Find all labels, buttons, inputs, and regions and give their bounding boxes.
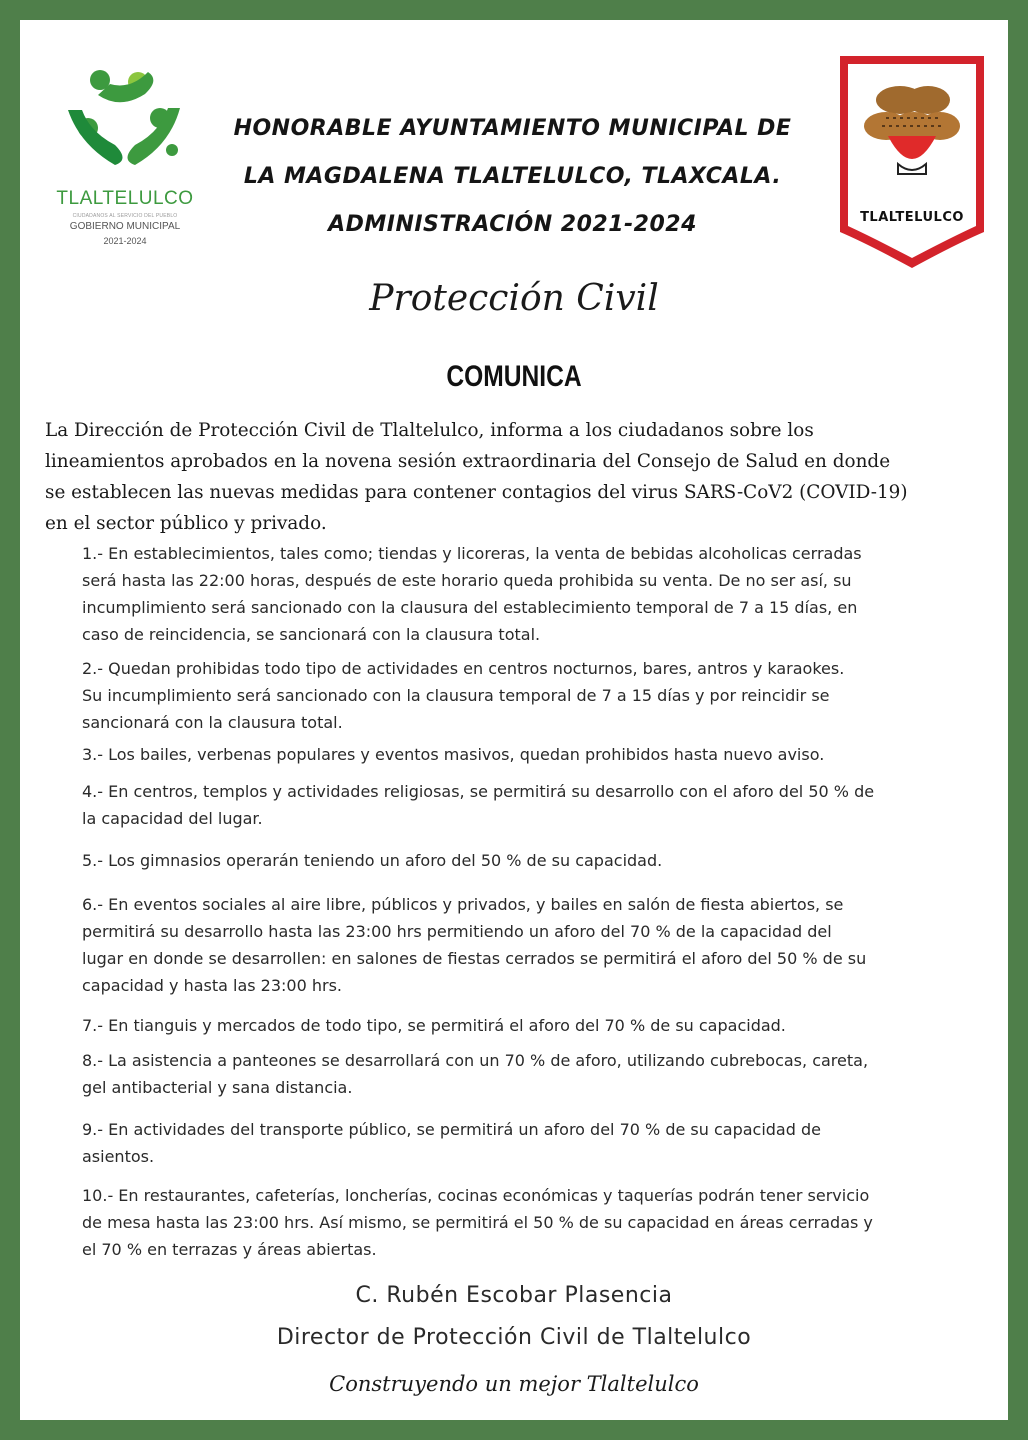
item-line: de mesa hasta las 23:00 hrs. Así mismo, se permitirá el 50 % de su capacidad en áreas cerradas y [82, 1213, 873, 1232]
item-line: 6.- En eventos sociales al aire libre, públicos y privados, y bailes en salón de fiesta abiertos, se [82, 895, 844, 914]
municipal-logo [50, 50, 200, 280]
item-line: gel antibacterial y sana distancia. [82, 1078, 353, 1097]
logo-town-name: TLALTELULCO [56, 188, 194, 209]
item-line: será hasta las 22:00 horas, después de este horario queda prohibida su venta. De no ser así, su [82, 571, 852, 590]
logo-subtitle: GOBIERNO MUNICIPAL [69, 221, 181, 232]
item-line: asientos. [82, 1147, 155, 1166]
measure-item-10 [82, 1182, 982, 1263]
item-line: 4.- En centros, templos y actividades religiosas, se permitirá su desarrollo con el aforo del 50 % de [82, 782, 875, 801]
header-line-1: HONORABLE AYUNTAMIENTO MUNICIPAL DE [233, 116, 792, 141]
signer-name: C. Rubén Escobar Plasencia [355, 1283, 673, 1308]
intro-line: lineamientos aprobados en la novena sesión extraordinaria del Consejo de Salud en donde [45, 451, 891, 472]
item-line: el 70 % en terrazas y áreas abiertas. [82, 1240, 377, 1259]
document-header [220, 105, 805, 249]
item-line: 10.- En restaurantes, cafeterías, loncherías, cocinas económicas y taquerías podrán tener servicio [82, 1186, 870, 1205]
measure-item-6 [82, 891, 982, 999]
measure-item-4 [82, 778, 982, 832]
logo-tagline: CIUDADANOS AL SERVICIO DEL PUEBLO [72, 213, 178, 219]
logo-years: 2021-2024 [103, 236, 147, 246]
intro-line: se establecen las nuevas medidas para contener contagios del virus SARS-CoV2 (COVID-19) [45, 482, 908, 503]
item-line: 8.- La asistencia a panteones se desarrollará con un 70 % de aforo, utilizando cubrebocas, careta, [82, 1051, 869, 1070]
item-line: permitirá su desarrollo hasta las 23:00 hrs permitiendo un aforo del 70 % de la capacidad del [82, 922, 832, 941]
shield-icon [836, 52, 988, 272]
coat-of-arms [836, 52, 988, 272]
item-line: 5.- Los gimnasios operarán teniendo un aforo del 50 % de su capacidad. [82, 851, 663, 870]
item-line: la capacidad del lugar. [82, 809, 263, 828]
slogan: Construyendo un mejor Tlaltelulco [329, 1372, 699, 1396]
intro-line: La Dirección de Protección Civil de Tlaltelulco, informa a los ciudadanos sobre los [45, 420, 814, 441]
item-line: 9.- En actividades del transporte público, se permitirá un aforo del 70 % de su capacidad de [82, 1120, 821, 1139]
announcement-heading: COMUNICA [446, 360, 582, 393]
seal-label: TLALTELULCO [860, 210, 964, 225]
intro-line: en el sector público y privado. [45, 513, 327, 534]
intro-paragraph [45, 415, 995, 539]
item-line: 2.- Quedan prohibidas todo tipo de actividades en centros nocturnos, bares, antros y karaokes. [82, 659, 845, 678]
item-line: capacidad y hasta las 23:00 hrs. [82, 976, 343, 995]
item-line: lugar en donde se desarrollen: en salones de fiestas cerrados se permitirá el aforo del 50 % de su [82, 949, 867, 968]
signer-role: Director de Protección Civil de Tlaltelulco [276, 1325, 752, 1350]
measure-item-2 [82, 655, 982, 736]
item-line: Su incumplimiento será sancionado con la clausura temporal de 7 a 15 días y por reincidir se [82, 686, 830, 705]
measure-item-3 [82, 741, 982, 768]
measure-item-5 [82, 847, 982, 874]
header-line-2: LA MAGDALENA TLALTELULCO, TLAXCALA. [243, 164, 782, 189]
measure-item-9 [82, 1116, 982, 1170]
document-sheet [20, 20, 1008, 1420]
measure-item-1 [82, 540, 982, 648]
measure-item-8 [82, 1047, 982, 1101]
measure-item-7 [82, 1012, 982, 1039]
item-line: incumplimiento será sancionado con la clausura del establecimiento temporal de 7 a 15 días, en [82, 598, 858, 617]
item-line: sancionará con la clausura total. [82, 713, 343, 732]
figures-logo-icon [60, 50, 190, 180]
item-line: 7.- En tianguis y mercados de todo tipo, se permitirá el aforo del 70 % de su capacidad. [82, 1016, 786, 1035]
item-line: 1.- En establecimientos, tales como; tiendas y licoreras, la venta de bebidas alcoholicas cerradas [82, 544, 862, 563]
item-line: caso de reincidencia, se sancionará con la clausura total. [82, 625, 541, 644]
page-title: Protección Civil [369, 278, 659, 319]
item-line: 3.- Los bailes, verbenas populares y eventos masivos, quedan prohibidos hasta nuevo aviso. [82, 745, 825, 764]
header-line-3: ADMINISTRACIÓN 2021-2024 [328, 212, 697, 237]
